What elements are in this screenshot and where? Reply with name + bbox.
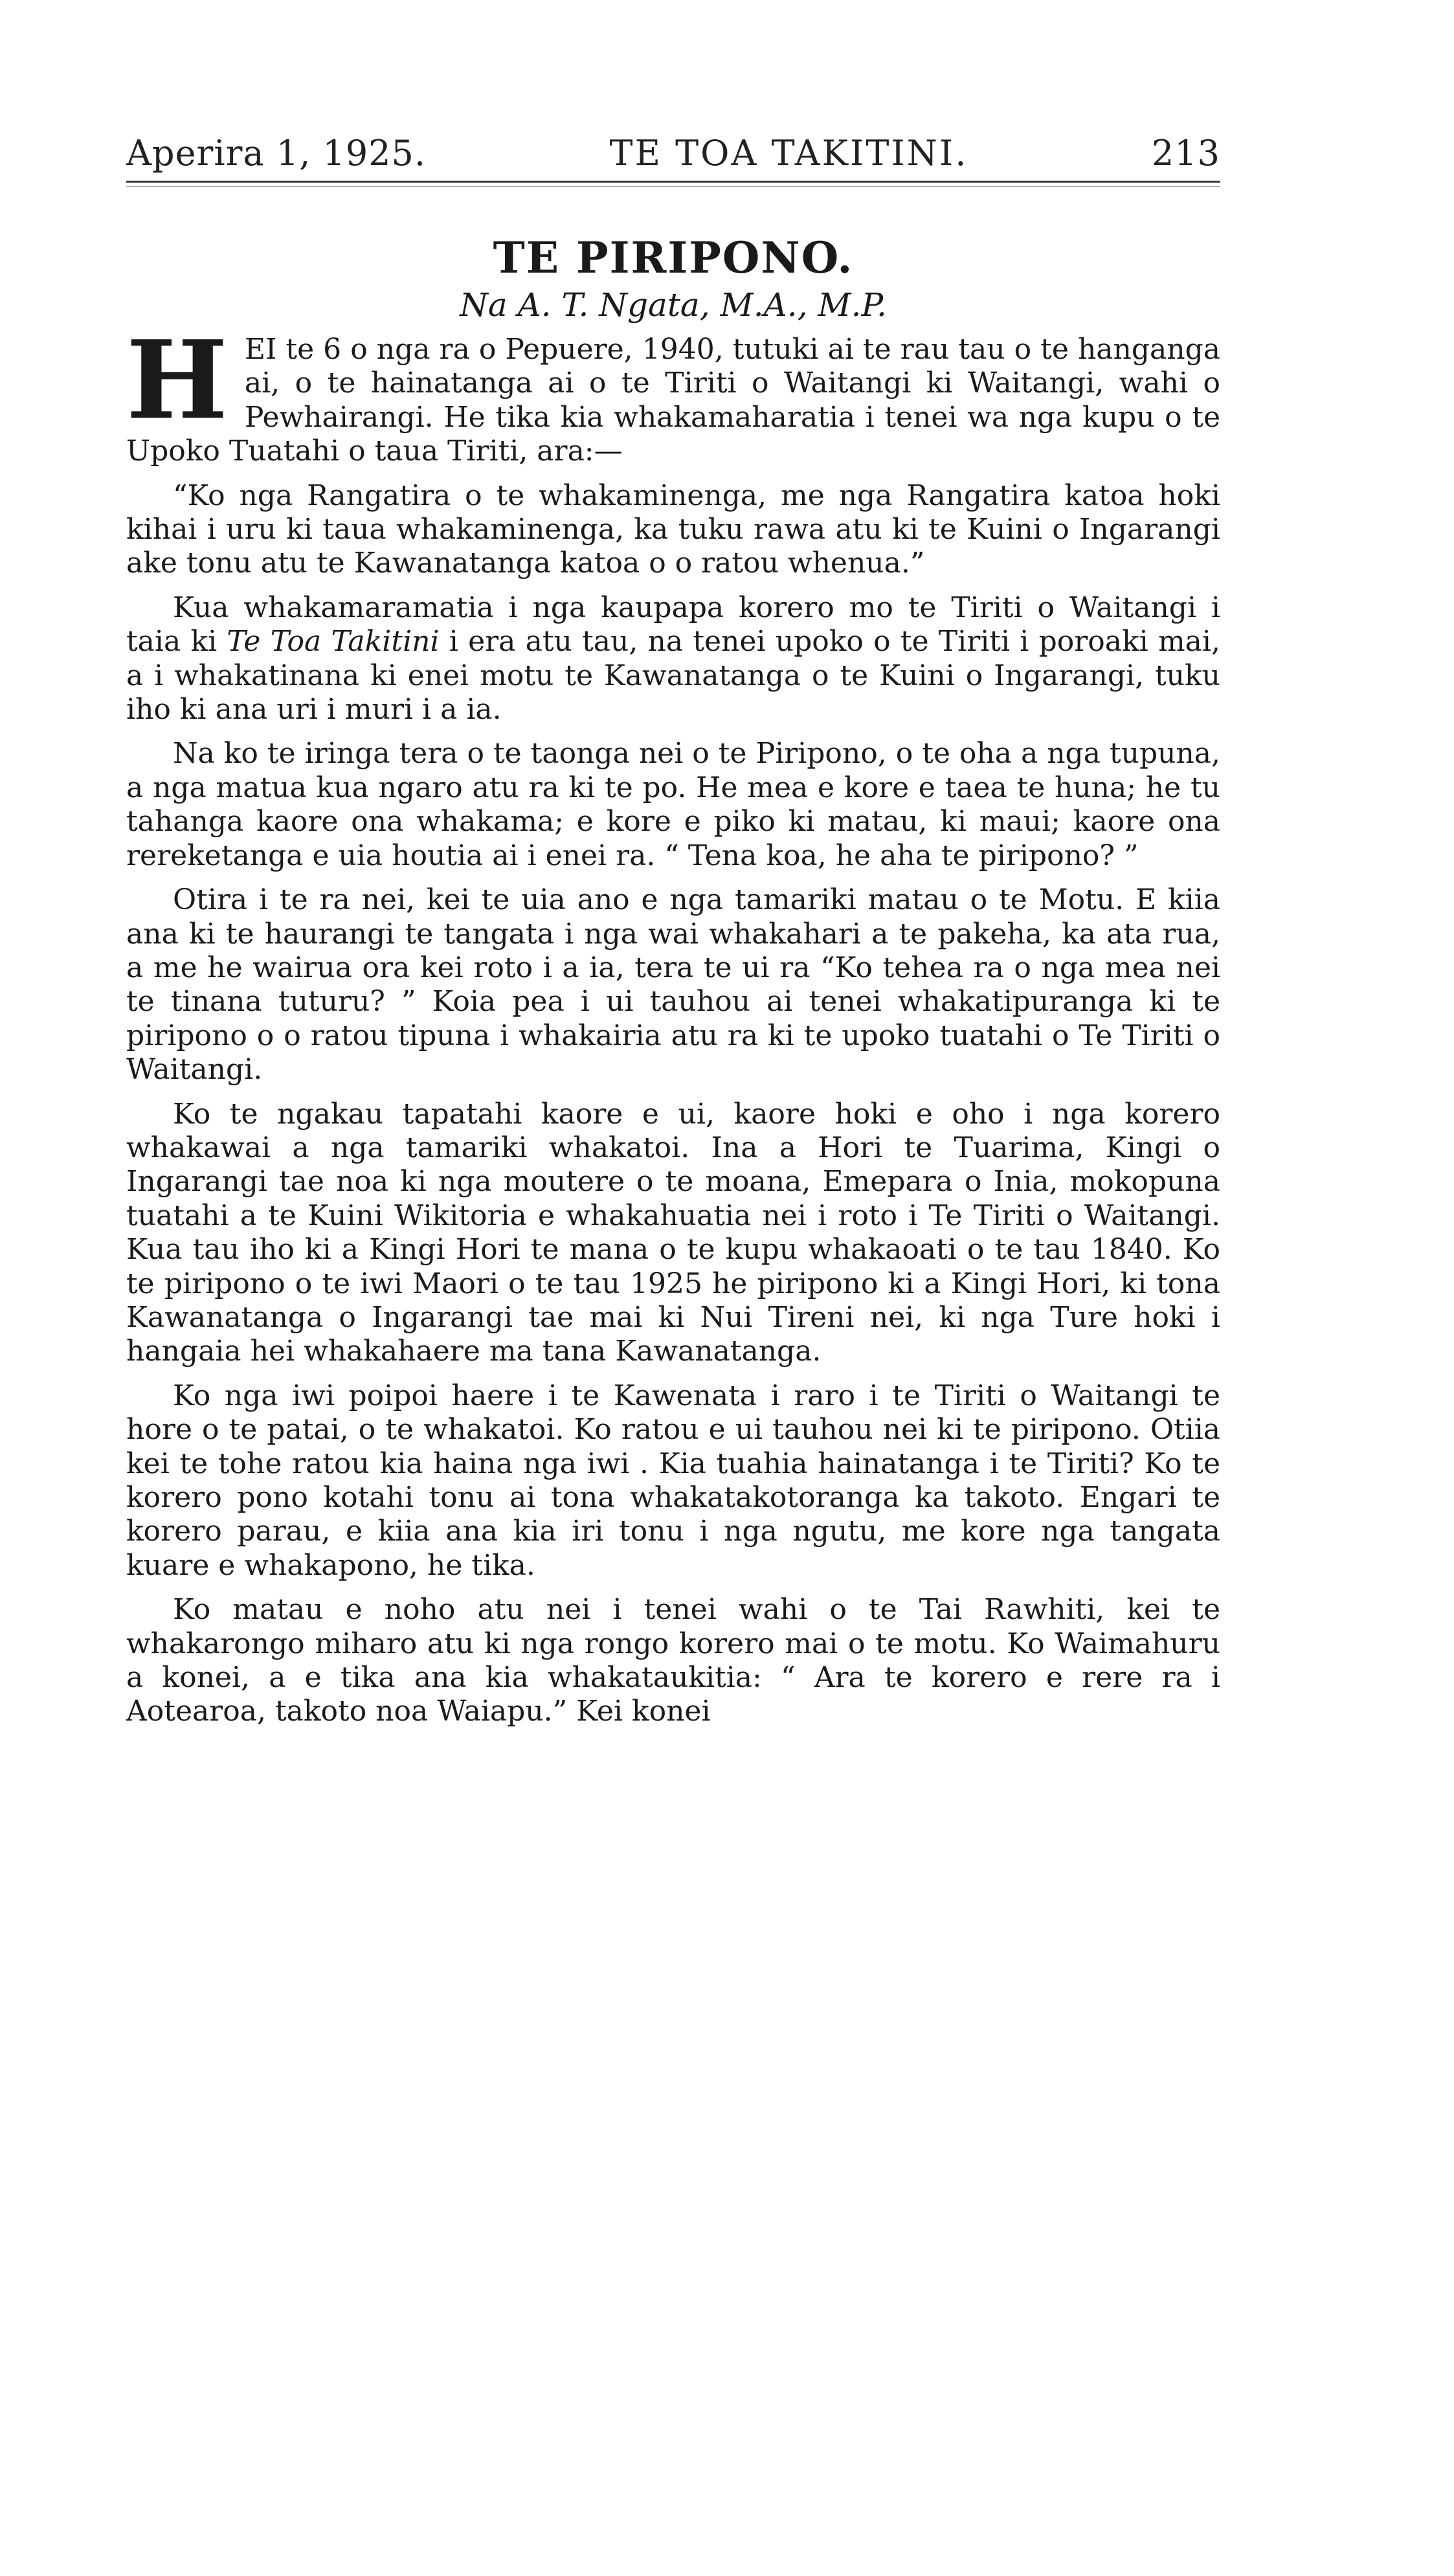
- drop-cap: H: [126, 317, 228, 444]
- publication-title-italic: Te Toa Takitini: [227, 625, 440, 659]
- paragraph-7: Ko matau e noho atu nei i tenei wahi o te Tai Rawhiti, kei te whakarongo miharo atu ki nga rongo korero mai o te motu. Ko Waimahuru a konei, a e tika ana kia whakataukitia: “ Ara te korero e rere ra i Aotearoa, takoto noa Waiapu.” Kei konei: [126, 1593, 1220, 1728]
- header-rule: [126, 181, 1220, 186]
- running-head: [126, 133, 1220, 178]
- paragraph-3: Na ko te iringa tera o te taonga nei o te Piripono, o te oha a nga tupuna, a nga matua kua ngaro atu ra ki te po. He mea e kore e taea te huna; he tu tahanga kaore ona whakama; e kore e piko ki matau, ki maui; kaore ona rereketanga e uia houtia ai i enei ra. “ Tena koa, he aha te piripono? ”: [126, 737, 1220, 872]
- paragraph-6: Ko nga iwi poipoi haere i te Kawenata i raro i te Tiriti o Waitangi te hore o te patai, o te whakatoi. Ko ratou e ui tauhou nei ki te piripono. Otiia kei te tohe ratou kia haina nga iwi . Kia tuahia hainatanga i te Tiriti? Ko te korero pono kotahi tonu ai tona whakatakotoranga ka takoto. Engari te korero parau, e kiia ana kia iri tonu i nga ngutu, me kore nga tangata kuare e whakapono, he tika.: [126, 1379, 1220, 1582]
- article-body: [126, 317, 1220, 1729]
- paragraph-2: [126, 591, 1220, 727]
- issue-date: Aperira 1, 1925.: [126, 133, 427, 174]
- paragraph-2-text-a: Kua whakamaramatia i nga kaupapa korero mo te Tiriti o Waitangi i taia ki: [126, 591, 1220, 659]
- paragraph-1-text: EI te 6 o nga ra o Pepuere, 1940, tutuki ai te rau tau o te hanganga ai, o te hainatanga ai o te Tiriti o Waitangi ki Waitangi, wahi o Pewhairangi. He tika kia whakamaharatia i tenei wa nga kupu o te Upoko Tuatahi o taua Tiriti, ara:—: [126, 333, 1220, 468]
- paragraph-5: Ko te ngakau tapatahi kaore e ui, kaore hoki e oho i nga korero whakawai a nga tamariki whakatoi. Ina a Hori te Tuarima, Kingi o Ingarangi tae noa ki nga moutere o te moana, Emepara o Inia, mokopuna tuatahi a te Kuini Wikitoria e whakahuatia nei i roto i Te Tiriti o Waitangi. Kua tau iho ki a Kingi Hori te mana o te kupu whakaoati o te tau 1840. Ko te piripono o te iwi Maori o te tau 1925 he piripono ki a Kingi Hori, ki tona Kawanatanga o Ingarangi tae mai ki Nui Tireni nei, ki nga Ture hoki i hangaia hei whakahaere ma tana Kawanatanga.: [126, 1097, 1220, 1368]
- journal-title: TE TOA TAKITINI.: [609, 133, 968, 174]
- paragraph-1: [126, 317, 1220, 469]
- byline: Na A. T. Ngata, M.A., M.P.: [460, 286, 887, 324]
- treaty-quote: “Ko nga Rangatira o te whakaminenga, me nga Rangatira katoa hoki kihai i uru ki taua whakaminenga, ka tuku rawa atu ki te Kuini o Ingarangi ake tonu atu te Kawanatanga katoa o o ratou whenua.”: [126, 479, 1220, 580]
- page: [126, 133, 1220, 1739]
- paragraph-2-text-b: i era atu tau, na tenei upoko o te Tiriti i poroaki mai, a i whakatinana ki enei motu te Kawanatanga o te Kuini o Ingarangi, tuku iho ki ana uri i muri i a ia.: [126, 625, 1220, 727]
- page-number: 213: [1151, 133, 1220, 174]
- article-title: TE PIRIPONO.: [493, 232, 854, 283]
- paragraph-4: Otira i te ra nei, kei te uia ano e nga tamariki matau o te Motu. E kiia ana ki te haurangi te tangata i nga wai whakahari a te pakeha, ka ata rua, a me he wairua ora kei roto i a ia, tera te ui ra “Ko tehea ra o nga mea nei te tinana tuturu? ” Koia pea i ui tauhou ai tenei whakatipuranga ki te piripono o o ratou tipuna i whakairia atu ra ki te upoko tuatahi o Te Tiriti o Waitangi.: [126, 883, 1220, 1087]
